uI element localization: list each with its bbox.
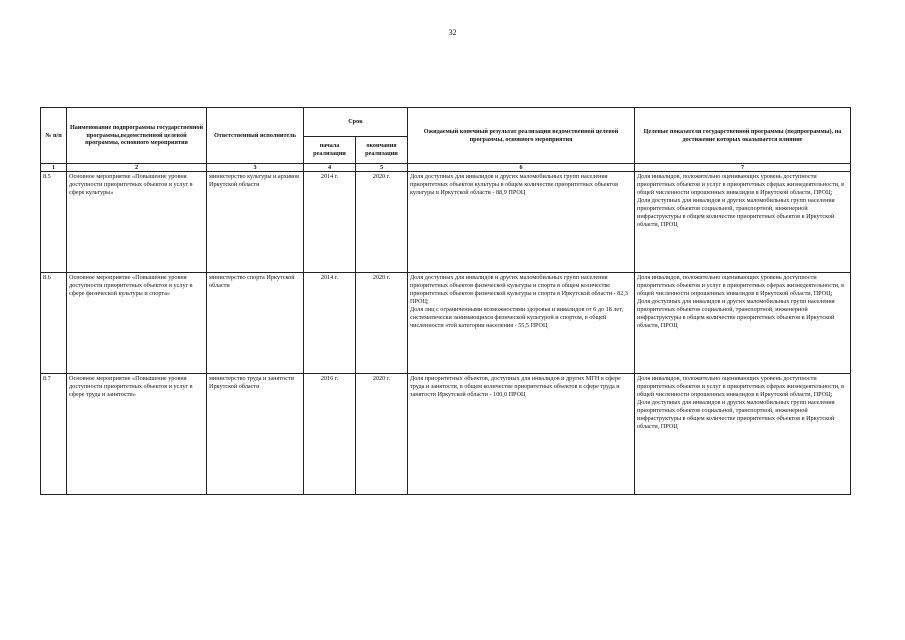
row-end: 2020 г. xyxy=(356,374,408,495)
header-name: Наименование подпрограммы государственной программы,ведомственной целевой программы, основного мероприятия xyxy=(67,108,207,164)
header-start: начала реализации xyxy=(304,137,356,164)
column-number: 4 xyxy=(304,164,356,172)
column-number: 7 xyxy=(635,164,851,172)
row-number: 8.7 xyxy=(41,374,67,495)
row-name: Основное мероприятие «Повышение уровня доступности приоритетных объектов и услуг в сфере культуры» xyxy=(67,172,207,273)
column-number-row xyxy=(41,164,851,172)
row-result: Доля приоритетных объектов, доступных для инвалидов и других МГН в сфере труда и занятости, в общем количестве приоритетных объектов в сфере труда и занятости Иркутской области - 100,0 ПРОЦ xyxy=(408,374,635,495)
header-end: окончания реализации xyxy=(356,137,408,164)
row-end: 2020 г. xyxy=(356,172,408,273)
row-result: Доля доступных для инвалидов и других маломобильных групп населения приоритетных объектов физической культуры и спорта в общем количестве приоритетных объектов физической культуры и спорта в Иркутской области - 82,3 ПРОЦ; Доля лиц с ограниченными возможностями здоровья и инвалидов от 6 до 18 лет, систематически занимающихся физической культурой и спортом, в общей численности этой категории населения - 55,5 ПРОЦ xyxy=(408,273,635,374)
row-end: 2020 г. xyxy=(356,273,408,374)
table-row xyxy=(41,172,851,273)
row-start: 2016 г. xyxy=(304,374,356,495)
header-result: Ожидаемый конечный результат реализации ведомственной целевой программы, основного мероприятия xyxy=(408,108,635,164)
header-num: № п/п xyxy=(41,108,67,164)
row-indicators: Доля инвалидов, положительно оценивающих уровень доступности приоритетных объектов и услуг в приоритетных сферах жизнедеятельности, в общей численности опрошенных инвалидов в Иркутской области, ПРОЦ; Доля доступных для инвалидов и других маломобильных групп населения приоритетных объектов социальной, транспортной, инженерной инфраструктуры в общем количестве приоритетных объектов в Иркутской области, ПРОЦ xyxy=(635,374,851,495)
program-table xyxy=(40,107,851,495)
header-row xyxy=(41,108,851,137)
column-number: 3 xyxy=(207,164,304,172)
table-row xyxy=(41,374,851,495)
row-start: 2014 г. xyxy=(304,273,356,374)
row-name: Основное мероприятие «Повышение уровня доступности приоритетных объектов и услуг в сфере труда и занятости» xyxy=(67,374,207,495)
column-number: 1 xyxy=(41,164,67,172)
row-indicators: Доля инвалидов, положительно оценивающих уровень доступности приоритетных объектов и услуг в приоритетных сферах жизнедеятельности, в общей численности опрошенных инвалидов в Иркутской области, ПРОЦ; Доля доступных для инвалидов и других маломобильных групп населения приоритетных объектов социальной, транспортной, инженерной инфраструктуры в общем количестве приоритетных объектов в Иркутской области, ПРОЦ xyxy=(635,273,851,374)
row-name: Основное мероприятие «Повышение уровня доступности приоритетных объектов и услуг в сфере физической культуры и спорта» xyxy=(67,273,207,374)
row-result: Доля доступных для инвалидов и других маломобильных групп населения приоритетных объектов культуры в общем количестве приоритетных объектов культуры в Иркутской области - 88,9 ПРОЦ xyxy=(408,172,635,273)
table-row xyxy=(41,273,851,374)
column-number: 6 xyxy=(408,164,635,172)
row-executor: министерство культуры и архивов Иркутской области xyxy=(207,172,304,273)
page-number: 32 xyxy=(448,28,457,37)
header-term: Срок xyxy=(304,108,408,137)
row-executor: министерство труда и занятости Иркутской области xyxy=(207,374,304,495)
row-number: 8.5 xyxy=(41,172,67,273)
header-indicators: Целевые показатели государственной программы (подпрограммы), на достижение которых оказывается влияние xyxy=(635,108,851,164)
row-executor: министерство спорта Иркутской области xyxy=(207,273,304,374)
row-start: 2014 г. xyxy=(304,172,356,273)
row-indicators: Доля инвалидов, положительно оценивающих уровень доступности приоритетных объектов и услуг в приоритетных сферах жизнедеятельности, в общей численности опрошенных инвалидов в Иркутской области, ПРОЦ; Доля доступных для инвалидов и других маломобильных групп населения приоритетных объектов социальной, транспортной, инженерной инфраструктуры в общем количестве приоритетных объектов в Иркутской области, ПРОЦ xyxy=(635,172,851,273)
column-number: 5 xyxy=(356,164,408,172)
column-number: 2 xyxy=(67,164,207,172)
header-executor: Ответственный исполнитель xyxy=(207,108,304,164)
row-number: 8.6 xyxy=(41,273,67,374)
